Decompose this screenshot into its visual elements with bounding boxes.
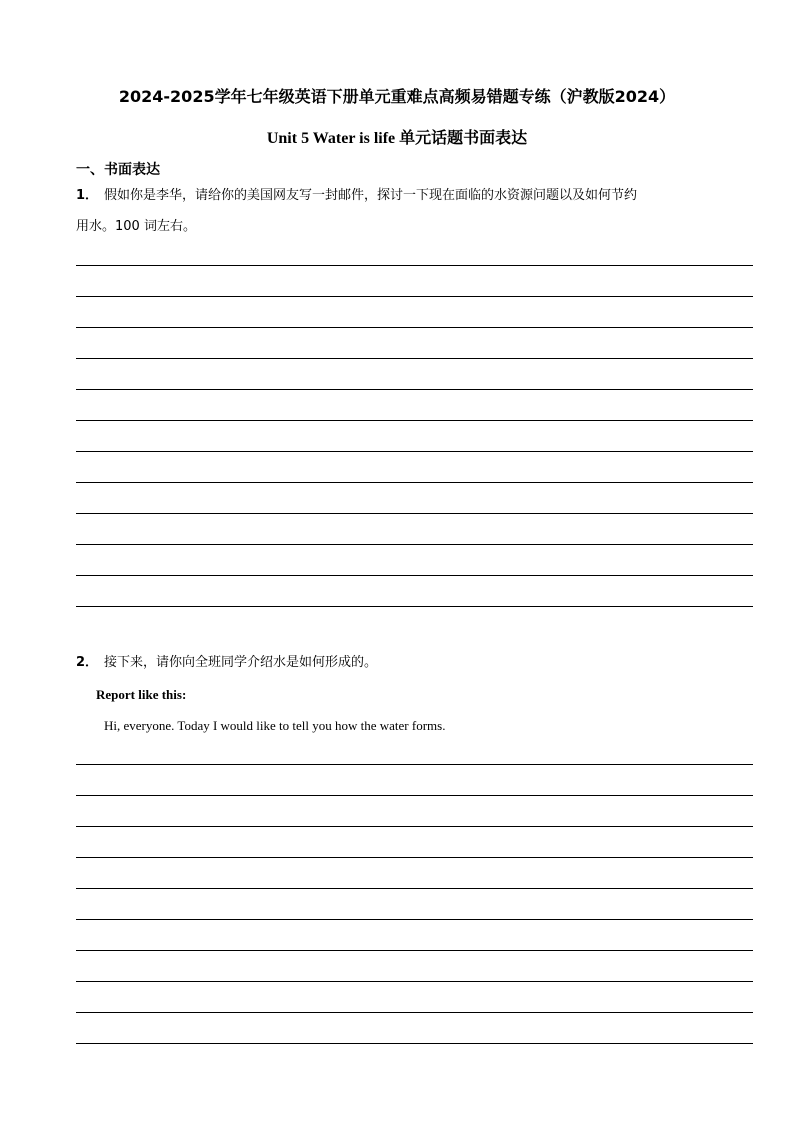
writing-line[interactable] [76, 235, 753, 266]
question-1-line-2: 用水。100 词左右。 [76, 219, 196, 234]
writing-line[interactable] [76, 297, 753, 328]
writing-line[interactable] [76, 1013, 753, 1044]
writing-line[interactable] [76, 514, 753, 545]
writing-line[interactable] [76, 858, 753, 889]
writing-line[interactable] [76, 545, 753, 576]
writing-line[interactable] [76, 421, 753, 452]
writing-line[interactable] [76, 483, 753, 514]
question-1-number: 1． [76, 188, 99, 203]
page-subtitle: Unit 5 Water is life 单元话题书面表达 [266, 130, 528, 147]
section-heading: 一、书面表达 [76, 162, 160, 178]
writing-line[interactable] [76, 734, 753, 765]
answer-area-1[interactable] [76, 235, 753, 607]
writing-line[interactable] [76, 827, 753, 858]
writing-line[interactable] [76, 359, 753, 390]
writing-line[interactable] [76, 328, 753, 359]
writing-line[interactable] [76, 576, 753, 607]
report-label: Report like this: [96, 687, 187, 702]
report-body: Hi, everyone. Today I would like to tell you how the water forms. [104, 718, 446, 733]
writing-line[interactable] [76, 982, 753, 1013]
question-2-prompt: 接下来，请你向全班同学介绍水是如何形成的。 [104, 655, 378, 670]
writing-line[interactable] [76, 796, 753, 827]
question-1-prompt: 假如你是李华，请给你的美国网友写一封邮件，探讨一下现在面临的水资源问题以及如何节约 [104, 188, 638, 203]
writing-line[interactable] [76, 765, 753, 796]
answer-area-2[interactable] [76, 734, 753, 1044]
writing-line[interactable] [76, 266, 753, 297]
question-2-number: 2． [76, 655, 99, 670]
question-1-line-1 [76, 186, 637, 206]
writing-line[interactable] [76, 951, 753, 982]
writing-line[interactable] [76, 452, 753, 483]
writing-line[interactable] [76, 390, 753, 421]
question-2-line-1 [76, 653, 377, 673]
writing-line[interactable] [76, 920, 753, 951]
writing-line[interactable] [76, 889, 753, 920]
page-title: 2024-2025学年七年级英语下册单元重难点高频易错题专练（沪教版2024） [118, 87, 676, 106]
